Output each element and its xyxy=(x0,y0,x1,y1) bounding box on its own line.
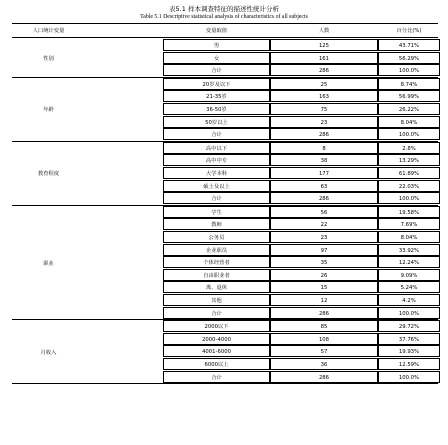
percent-cell: 100.0% xyxy=(378,128,440,140)
table-caption-en: Table 5.1 Descriptive statistical analysis of characteristics of all subjects xyxy=(140,14,308,20)
percent-cell: 56.99% xyxy=(378,90,440,102)
group-rule xyxy=(12,383,438,384)
header-variable: 人口统计变量 xyxy=(32,28,65,34)
value-cell: 20岁及以下 xyxy=(163,78,270,90)
count-cell: 26 xyxy=(270,269,378,281)
percent-cell: 29.72% xyxy=(378,320,440,332)
value-cell: 2000-4000 xyxy=(163,333,270,345)
table-row xyxy=(12,358,438,370)
header-percent: 百分比(%) xyxy=(396,28,422,34)
group-label: 月收入 xyxy=(40,349,57,356)
percent-cell: 5.24% xyxy=(378,281,440,293)
count-cell: 22 xyxy=(270,218,378,230)
percent-cell: 33.92% xyxy=(378,244,440,256)
header-rule xyxy=(12,37,438,38)
group-label: 职业 xyxy=(43,260,54,267)
group-label: 性别 xyxy=(43,55,54,62)
count-cell: 56 xyxy=(270,206,378,218)
count-cell: 286 xyxy=(270,64,378,76)
value-cell: 6000以上 xyxy=(163,358,270,370)
percent-cell: 4.2% xyxy=(378,294,440,306)
table-row xyxy=(12,192,438,204)
percent-cell: 100.0% xyxy=(378,64,440,76)
percent-cell: 100.0% xyxy=(378,307,440,319)
value-cell: 学生 xyxy=(163,206,270,218)
table-row xyxy=(12,154,438,166)
percent-cell: 2.8% xyxy=(378,142,440,154)
table-row xyxy=(12,128,438,140)
value-cell: 公务员 xyxy=(163,231,270,243)
percent-cell: 26.22% xyxy=(378,103,440,115)
percent-cell: 8.04% xyxy=(378,116,440,128)
table-row xyxy=(12,39,438,51)
percent-cell: 12.24% xyxy=(378,256,440,268)
count-cell: 23 xyxy=(270,116,378,128)
value-cell: 个体经营者 xyxy=(163,256,270,268)
value-cell: 女 xyxy=(163,52,270,64)
count-cell: 25 xyxy=(270,78,378,90)
table-row xyxy=(12,320,438,332)
table-row xyxy=(12,231,438,243)
count-cell: 286 xyxy=(270,128,378,140)
count-cell: 125 xyxy=(270,39,378,51)
value-cell: 21-35岁 xyxy=(163,90,270,102)
count-cell: 12 xyxy=(270,294,378,306)
value-cell: 合计 xyxy=(163,307,270,319)
count-cell: 63 xyxy=(270,180,378,192)
value-cell: 离、退休 xyxy=(163,281,270,293)
value-cell: 其他 xyxy=(163,294,270,306)
count-cell: 15 xyxy=(270,281,378,293)
percent-cell: 37.76% xyxy=(378,333,440,345)
count-cell: 35 xyxy=(270,256,378,268)
percent-cell: 19.93% xyxy=(378,345,440,357)
count-cell: 286 xyxy=(270,192,378,204)
table-row xyxy=(12,180,438,192)
value-cell: 4001-6000 xyxy=(163,345,270,357)
table-row xyxy=(12,371,438,383)
value-cell: 男 xyxy=(163,39,270,51)
count-cell: 161 xyxy=(270,52,378,64)
count-cell: 97 xyxy=(270,244,378,256)
count-cell: 163 xyxy=(270,90,378,102)
count-cell: 36 xyxy=(270,358,378,370)
table-row xyxy=(12,206,438,218)
value-cell: 合计 xyxy=(163,128,270,140)
table-row xyxy=(12,64,438,76)
table-row xyxy=(12,333,438,345)
value-cell: 36-50岁 xyxy=(163,103,270,115)
header-value: 变量取值 xyxy=(205,28,228,34)
table-caption-cn: 表5.1 样本调查特征的描述性统计分析 xyxy=(169,5,279,13)
percent-cell: 19.58% xyxy=(378,206,440,218)
value-cell: 大学本科 xyxy=(163,167,270,179)
percent-cell: 100.0% xyxy=(378,371,440,383)
count-cell: 57 xyxy=(270,345,378,357)
group-label: 年龄 xyxy=(43,107,54,114)
value-cell: 合计 xyxy=(163,371,270,383)
count-cell: 23 xyxy=(270,231,378,243)
count-cell: 177 xyxy=(270,167,378,179)
value-cell: 合计 xyxy=(163,64,270,76)
table-row xyxy=(12,269,438,281)
percent-cell: 56.29% xyxy=(378,52,440,64)
group-label: 教育程度 xyxy=(37,171,60,178)
percent-cell: 7.69% xyxy=(378,218,440,230)
value-cell: 自由职业者 xyxy=(163,269,270,281)
value-cell: 企业职员 xyxy=(163,244,270,256)
count-cell: 8 xyxy=(270,142,378,154)
value-cell: 2000以下 xyxy=(163,320,270,332)
table-row xyxy=(12,78,438,90)
table-row xyxy=(12,218,438,230)
table-row xyxy=(12,307,438,319)
value-cell: 高中以下 xyxy=(163,142,270,154)
percent-cell: 13.29% xyxy=(378,154,440,166)
value-cell: 硕士及以上 xyxy=(163,180,270,192)
percent-cell: 8.74% xyxy=(378,78,440,90)
table-row xyxy=(12,116,438,128)
percent-cell: 43.71% xyxy=(378,39,440,51)
percent-cell: 100.0% xyxy=(378,192,440,204)
percent-cell: 61.89% xyxy=(378,167,440,179)
table-row xyxy=(12,281,438,293)
table-row xyxy=(12,244,438,256)
value-cell: 合计 xyxy=(163,192,270,204)
count-cell: 75 xyxy=(270,103,378,115)
count-cell: 286 xyxy=(270,371,378,383)
table-row xyxy=(12,90,438,102)
header-count: 人数 xyxy=(318,28,330,34)
percent-cell: 22.03% xyxy=(378,180,440,192)
count-cell: 286 xyxy=(270,307,378,319)
table-row xyxy=(12,294,438,306)
table-row xyxy=(12,142,438,154)
header-row xyxy=(12,25,438,37)
value-cell: 高中中专 xyxy=(163,154,270,166)
count-cell: 38 xyxy=(270,154,378,166)
percent-cell: 12.59% xyxy=(378,358,440,370)
value-cell: 教师 xyxy=(163,218,270,230)
value-cell: 50岁以上 xyxy=(163,116,270,128)
count-cell: 85 xyxy=(270,320,378,332)
count-cell: 108 xyxy=(270,333,378,345)
percent-cell: 9.09% xyxy=(378,269,440,281)
top-rule xyxy=(12,23,438,24)
percent-cell: 8.04% xyxy=(378,231,440,243)
